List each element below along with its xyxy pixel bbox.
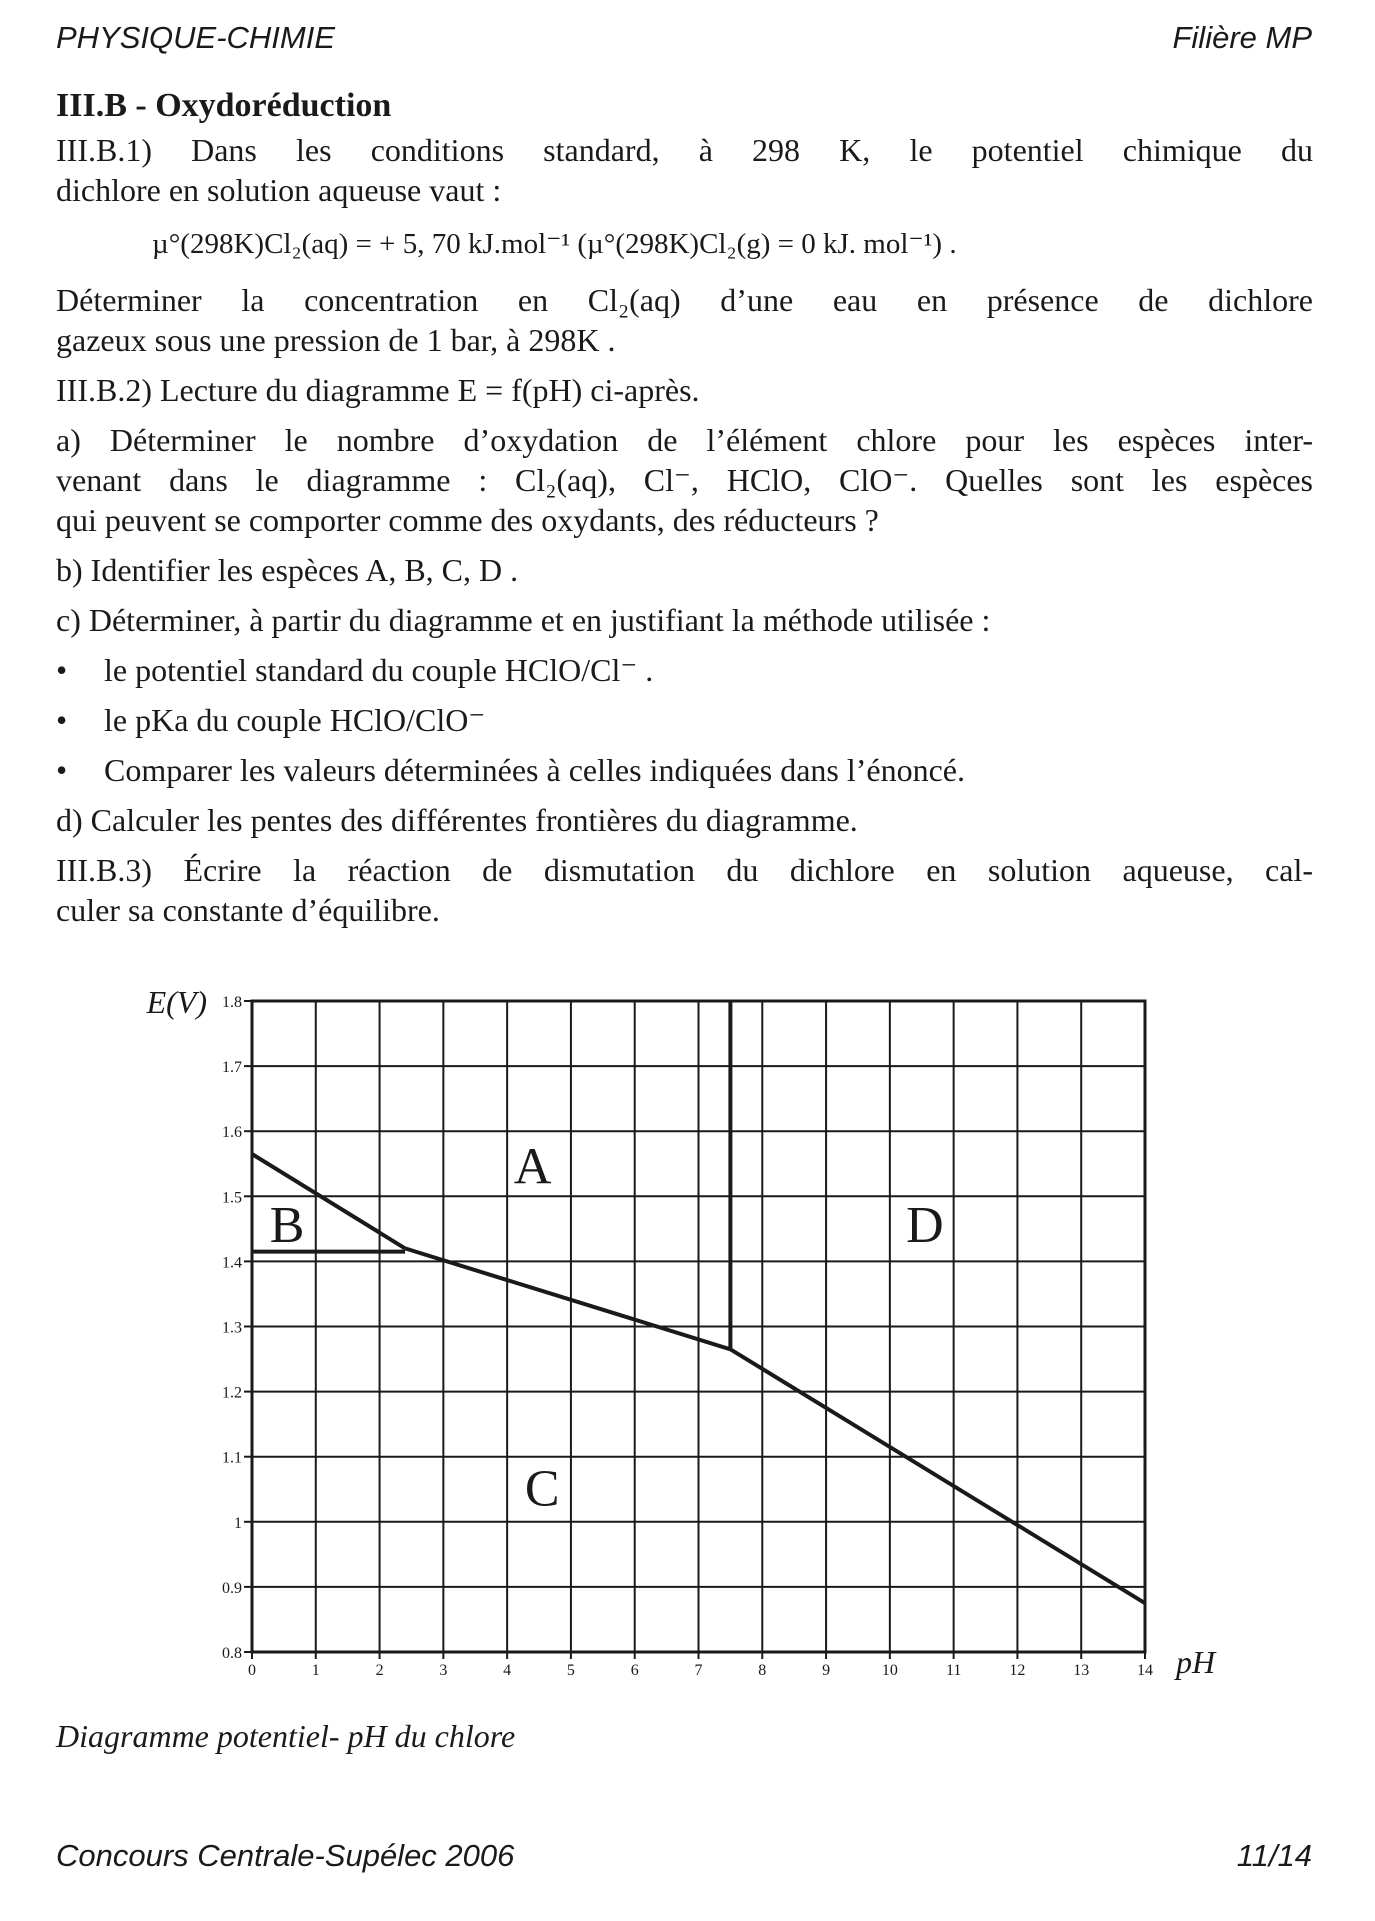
- bullet-text: Comparer les valeurs déterminées à celles indiquées dans l’énoncé.: [104, 752, 965, 788]
- footer-exam: Concours Centrale-Supélec 2006: [56, 1838, 515, 1873]
- x-tick-label: 4: [503, 1662, 512, 1679]
- x-tick-label: 0: [248, 1662, 256, 1679]
- q3-line1: III.B.3) Écrire la réaction de dismutation du dichlore en solution aqueuse, cal-: [56, 852, 1313, 888]
- q1-equation: µ°(298K)Cl₂(aq) = + 5, 70 kJ.mol⁻¹ (µ°(298K)Cl₂(g) = 0 kJ. mol⁻¹) .: [152, 228, 957, 260]
- frontier-line: [405, 1248, 1145, 1603]
- x-axis-label: pH: [1176, 1644, 1216, 1680]
- section-title: III.B - Oxydoréduction: [56, 87, 392, 124]
- x-tick-label: 10: [881, 1662, 898, 1679]
- page-number: 11/14: [1236, 1838, 1312, 1873]
- bullet-icon: •: [56, 652, 68, 688]
- x-tick-label: 3: [439, 1662, 448, 1679]
- bullet-icon: •: [56, 752, 68, 788]
- x-tick-label: 9: [822, 1662, 831, 1679]
- x-tick-label: 13: [1073, 1662, 1090, 1679]
- region-label: A: [513, 1138, 552, 1196]
- q3-line2: culer sa constante d’équilibre.: [56, 892, 440, 928]
- y-tick-label: 1.4: [222, 1254, 242, 1272]
- y-tick-label: 1.2: [222, 1384, 242, 1402]
- q1-task-line1: Déterminer la concentration en Cl₂(aq) d’une eau en présence de dichlore: [56, 282, 1313, 318]
- y-tick-label: 1.1: [222, 1449, 242, 1467]
- bullet-text: le potentiel standard du couple HClO/Cl⁻ .: [104, 652, 654, 688]
- x-tick-label: 12: [1009, 1662, 1026, 1679]
- region-label: D: [906, 1196, 944, 1254]
- bullet-icon: •: [56, 702, 68, 738]
- bullet-text: le pKa du couple HClO/ClO⁻: [104, 702, 486, 738]
- q1-line1: III.B.1) Dans les conditions standard, à 298 K, le potentiel chimique du: [56, 132, 1313, 168]
- x-tick-label: 7: [694, 1662, 703, 1679]
- x-tick-label: 5: [566, 1662, 575, 1679]
- x-tick-label: 2: [375, 1662, 384, 1679]
- x-tick-label: 8: [758, 1662, 767, 1679]
- region-label: B: [269, 1196, 305, 1254]
- q2-title: III.B.2) Lecture du diagramme E = f(pH) ci-après.: [56, 372, 700, 408]
- header-stream: Filière MP: [1172, 20, 1312, 55]
- y-tick-label: 1.8: [222, 994, 242, 1011]
- y-axis-label: E(V): [146, 984, 207, 1020]
- q2a-line3: qui peuvent se comporter comme des oxydants, des réducteurs ?: [56, 502, 879, 538]
- q2c: c) Déterminer, à partir du diagramme et en justifiant la méthode utilisée :: [56, 602, 991, 638]
- x-tick-label: 11: [945, 1662, 962, 1679]
- y-tick-label: 1.7: [222, 1059, 242, 1077]
- figure-caption: Diagramme potentiel- pH du chlore: [56, 1718, 516, 1754]
- chart-grid: [252, 1001, 1145, 1652]
- q1-line2: dichlore en solution aqueuse vaut :: [56, 172, 502, 208]
- x-tick-label: 6: [630, 1662, 639, 1679]
- y-tick-label: 0.9: [222, 1579, 242, 1597]
- q2d: d) Calculer les pentes des différentes frontières du diagramme.: [56, 802, 858, 838]
- y-tick-label: 1.3: [222, 1319, 242, 1337]
- y-tick-label: 1.6: [222, 1124, 242, 1142]
- q2b: b) Identifier les espèces A, B, C, D .: [56, 552, 519, 588]
- x-tick-label: 1: [311, 1662, 320, 1679]
- chart-regions: [270, 1138, 944, 1517]
- y-tick-label: 1.5: [222, 1189, 242, 1207]
- q2a-line1: a) Déterminer le nombre d’oxydation de l’élément chlore pour les espèces inter-: [56, 422, 1313, 458]
- x-tick-label: 14: [1137, 1662, 1153, 1679]
- header-subject: PHYSIQUE-CHIMIE: [56, 20, 336, 55]
- y-tick-label: 1: [234, 1514, 242, 1532]
- region-label: C: [524, 1460, 560, 1518]
- y-tick-label: 0.8: [222, 1645, 242, 1662]
- q1-task-line2: gazeux sous une pression de 1 bar, à 298K .: [56, 322, 616, 358]
- q2a-line2: venant dans le diagramme : Cl₂(aq), Cl⁻, HClO, ClO⁻. Quelles sont les espèces: [56, 462, 1313, 498]
